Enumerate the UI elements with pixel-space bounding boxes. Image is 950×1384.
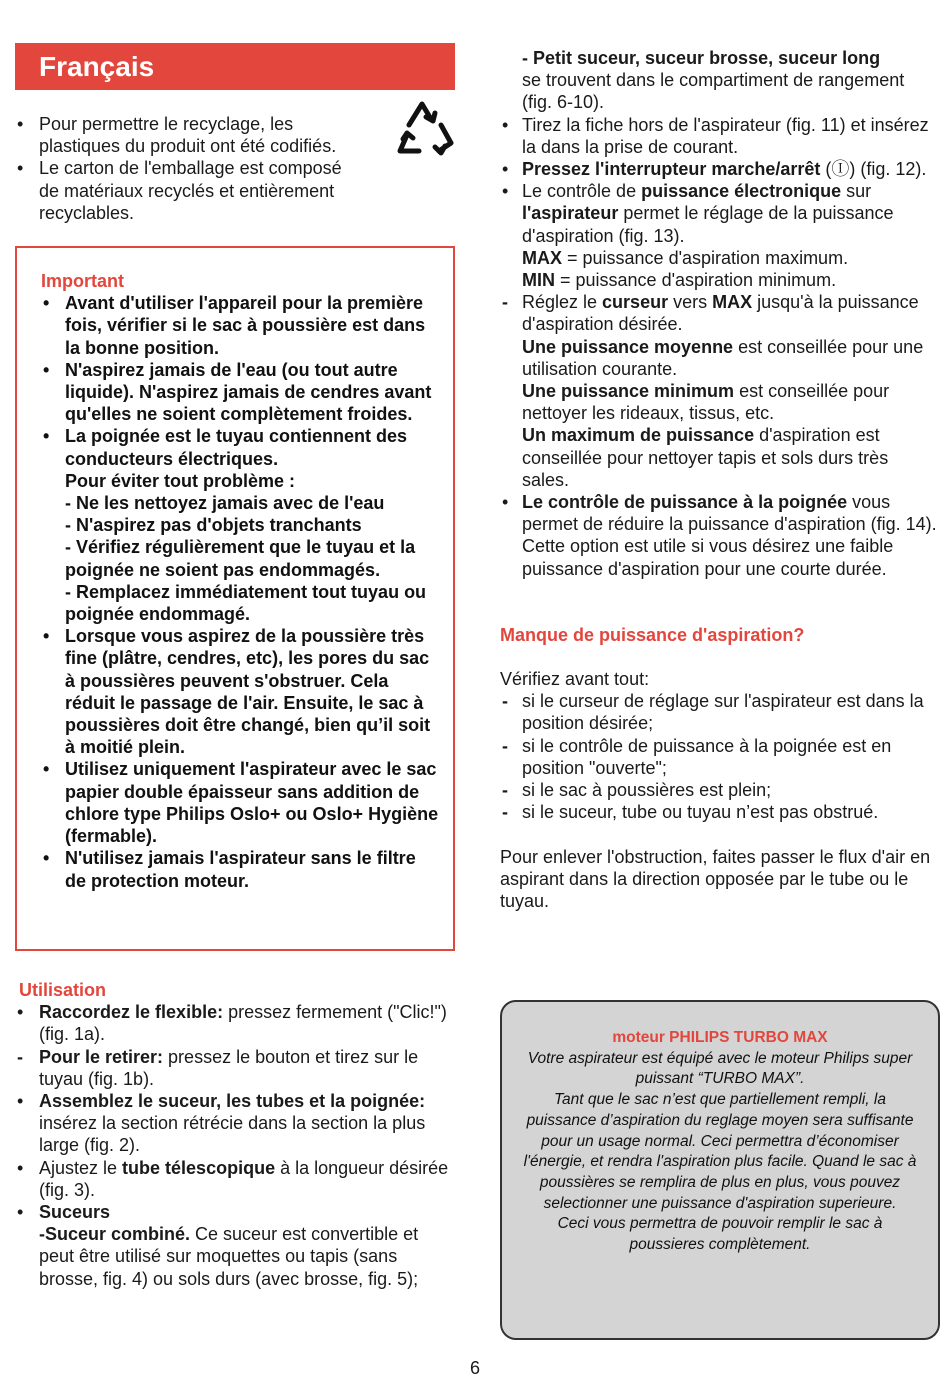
list-item: • Le contrôle de puissance à la poignée vous permet de réduire la puissance d'aspiration (fig. 14). Cette option est utile si vous désirez une faible puissance d'aspiration pour une courte durée.: [502, 492, 937, 579]
utilisation-heading: Utilisation: [19, 980, 107, 1001]
language-title: Français: [15, 43, 455, 90]
list-item: - si le contrôle de puissance à la poignée est en position "ouverte";: [502, 735, 892, 778]
list-item: • Raccordez le flexible: pressez fermement ("Clic!") (fig. 1a).: [17, 1002, 447, 1045]
list-item: • N'utilisez jamais l'aspirateur sans le filtre de protection moteur.: [43, 848, 416, 891]
list-item: - si le curseur de réglage sur l'aspirateur est dans la position désirée;: [502, 691, 924, 734]
recycle-icon: [395, 99, 455, 161]
list-item: • Lorsque vous aspirez de la poussière très fine (plâtre, cendres, etc), les pores du sac à poussières peuvent s'obstruer. Cela réduit le passage de l'air. Ensuite, le sac à poussières doit être changé, bien qu’il soit à moitié plein.: [43, 626, 431, 758]
turbo-max-text: Votre aspirateur est équipé avec le moteur Philips super puissant “TURBO MAX”.: [527, 1049, 913, 1088]
list-item: • N'aspirez jamais de l'eau (ou tout autre liquide). N'aspirez jamais de cendres avant qu'elles ne soient complètement froides.: [43, 359, 432, 425]
list-item: • Avant d'utiliser l'appareil pour la première fois, vérifier si le sac à poussière est dans la bonne position.: [43, 293, 426, 358]
turbo-max-title: moteur PHILIPS TURBO MAX: [612, 1029, 828, 1046]
list-item: • Le contrôle de puissance électronique sur l'aspirateur permet le réglage de la puissance d'aspiration (fig. 13). MAX = puissance d'aspiration maximum. MIN = puissance d'aspiration minimum.: [502, 181, 894, 291]
list-item: • Utilisez uniquement l'aspirateur avec le sac papier double épaisseur sans addition de chlore type Philips Oslo+ ou Oslo+ Hygiène (fermable).: [43, 759, 439, 847]
obstruction-text: Pour enlever l'obstruction, faites passer le flux d'air en aspirant dans la direction opposée par le tube ou le tuyau.: [500, 846, 931, 911]
important-list: [41, 292, 441, 891]
recycling-list: [15, 113, 350, 224]
turbo-max-text: Tant que le sac n’est que partiellement rempli, la puissance d’aspiration du reglage moyen sera suffisante pour un usage normal. Ceci permettra d’économiser l'énergie, et rendra l'aspiration plus facile. Quand le sac à poussières se remplira de plus en plus, vous pouvez selectionner une puissance d'aspiration superieure.: [523, 1091, 917, 1212]
recycling-section: [15, 113, 455, 224]
right-column: [500, 47, 938, 912]
list-item: - Petit suceur, suceur brosse, suceur long se trouvent dans le compartiment de rangement (fig. 6-10).: [522, 48, 905, 113]
checks-list: [500, 690, 938, 823]
list-item: - Remplacez immédiatement tout tuyau ou poignée endommagé.: [65, 581, 427, 625]
page-number: 6: [470, 1358, 481, 1378]
verifiez-text: Vérifiez avant tout:: [500, 669, 650, 690]
turbo-max-box: [500, 1000, 940, 1340]
important-heading: Important: [41, 271, 124, 292]
list-item: - Pour le retirer: pressez le bouton et tirez sur le tuyau (fig. 1b).: [17, 1046, 419, 1089]
list-item: - Réglez le curseur vers MAX jusqu'à la puissance d'aspiration désirée. Une puissance moyenne est conseillée pour une utilisation courante. Une puissance minimum est conseillée pour nettoyer les rideaux, tissus, etc. Un maximum de puissance d'aspiration est conseillée pour nettoyer tapis et sols durs très sales.: [502, 292, 924, 490]
list-item: • Assemblez le suceur, les tubes et la poignée: insérez la section rétrécie dans la section la plus large (fig. 2).: [17, 1091, 426, 1156]
list-item: • Pour permettre le recyclage, les plastiques du produit ont été codifiés.: [17, 114, 337, 157]
important-box: [15, 246, 455, 951]
list-item: - si le suceur, tube ou tuyau n’est pas obstrué.: [502, 802, 879, 823]
manque-heading: Manque de puissance d'aspiration?: [500, 624, 805, 645]
list-item: • Ajustez le tube télescopique à la longueur désirée (fig. 3).: [17, 1157, 449, 1200]
list-item: • Tirez la fiche hors de l'aspirateur (fig. 11) et insérez la dans la prise de courant.: [502, 114, 929, 157]
list-item: • Le carton de l'emballage est composé de matériaux recyclés et entièrement recyclables.: [17, 158, 342, 223]
left-column: [15, 43, 455, 1290]
list-item: • Suceurs -Suceur combiné. Ce suceur est convertible et peut être utilisé sur moquettes ou tapis (sans brosse, fig. 4) ou sols durs (avec brosse, fig. 5);: [17, 1202, 419, 1289]
utilisation-list: [15, 1001, 455, 1290]
list-item: - si le sac à poussières est plein;: [502, 780, 772, 801]
list-item: Pour éviter tout problème :: [65, 470, 296, 491]
list-item: - N'aspirez pas d'objets tranchants: [65, 515, 362, 536]
list-item: • Pressez l'interrupteur marche/arrêt (Ⓘ) (fig. 12).: [502, 159, 927, 180]
list-item: - Vérifiez régulièrement que le tuyau et la poignée ne soient pas endommagés.: [65, 537, 416, 580]
usage-list: [500, 47, 938, 580]
list-item: - Ne les nettoyez jamais avec de l'eau: [65, 493, 385, 514]
list-item: • La poignée est le tuyau contiennent des conducteurs électriques.: [43, 426, 408, 469]
turbo-max-text: Ceci vous permettra de pouvoir remplir le sac à poussieres complètement.: [557, 1215, 883, 1254]
